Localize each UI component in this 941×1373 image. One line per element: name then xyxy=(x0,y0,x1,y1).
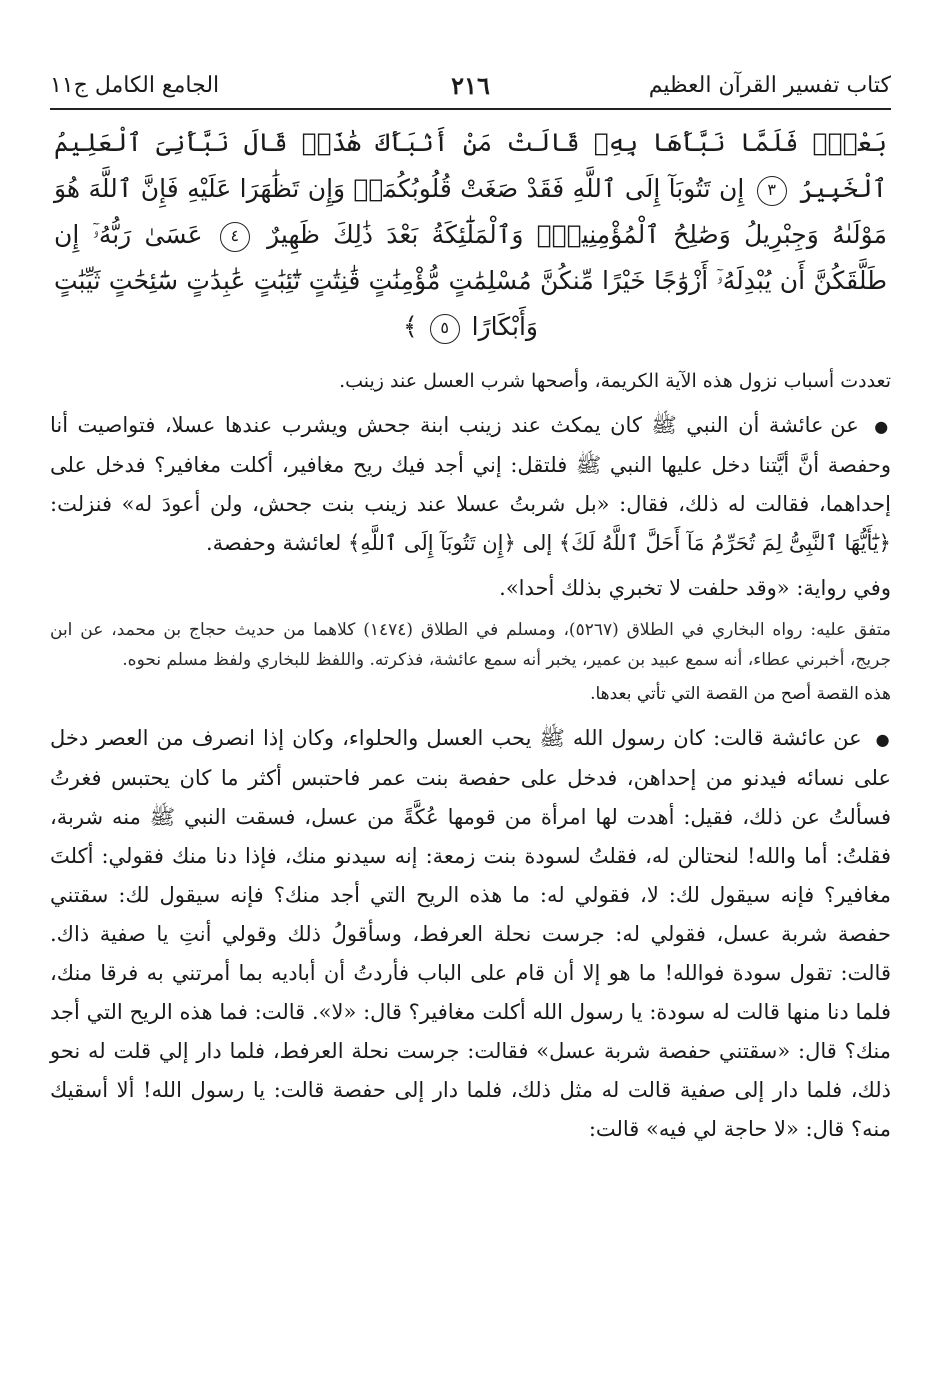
hadith-text-2: عن عائشة قالت: كان رسول الله ﷺ يحب العسل والحلواء، وكان إذا انصرف من العصر دخل على نسائه فيدنو من إحداهن، فدخل على حفصة بنت عمر فاحتبس أكثر ما كان يحتبس فغرتُ فسألتُ عن ذلك، فقيل: أهدت لها امرأة من قومها عُكَّةً من عسل، فسقت النبي ﷺ منه شربة، فقلتُ: أما والله! لنحتالن له، فقلتُ لسودة بنت زمعة: إنه سيدنو منك، فإذا دنا منك فقولي: أكلتَ مغافير؟ فإنه سيقول لك: لا، فقولي له: ما هذه الريح التي أجد منك؟ فإنه سيقول لك: سقتني حفصة شربة عسل، فقولي له: جرست نحلة العرفط، وسأقولُ ذلك وقولي أنتِ يا صفية ذاك. قالت: تقول سودة فوالله! ما هو إلا أن قام على الباب فأردتُ أن أباديه بما أمرتني به فرقا منك، فلما دنا منها قالت له سودة: يا رسول الله أكلت مغافير؟ قال: «لا». قالت: فما هذه الريح التي أجد منك؟ قال: «سقتني حفصة شربة عسل» فقالت: جرست نحلة العرفط، فلما دار إلي قلت له نحو ذلك، فلما دار إلى صفية قالت له مثل ذلك، فلما دار إلى حفصة قالت: يا رسول الله! ألا أسقيك منه؟ قال: «لا حاجة لي فيه» قالت: xyxy=(50,726,891,1141)
bullet-icon: ● xyxy=(874,417,891,436)
hadith-text-1: عن عائشة أن النبي ﷺ كان يمكث عند زينب ابنة جحش ويشرب عندها عسلا، فتواصيت أنا وحفصة أنَّ أيَّتنا دخل عليها النبي ﷺ فلتقل: إني أجد فيك ريح مغافير، أكلت مغافير؟ فدخل على إحداهما، فقالت له ذلك، فقال: «بل شربتُ عسلا عند زينب بنت جحش، ولن أعودَ له» فنزلت: ﴿يَٰٓأَيُّهَا ٱلنَّبِىُّ لِمَ تُحَرِّمُ مَآ أَحَلَّ ٱللَّهُ لَكَ﴾ إلى ﴿إِن تَتُوبَآ إِلَى ٱللَّهِ﴾ لعائشة وحفصة. xyxy=(50,413,891,555)
book-title: كتاب تفسير القرآن العظيم xyxy=(648,72,891,98)
page-number: ٢١٦ xyxy=(451,70,490,100)
hadith-paragraph-2 xyxy=(50,719,891,1149)
ayah-number-4: ٤ xyxy=(220,222,250,252)
hadith-paragraph-1 xyxy=(50,406,891,563)
ayah-number-5: ٥ xyxy=(430,314,460,344)
quran-verses xyxy=(50,120,891,350)
quran-text-part3: عَسَىٰ رَبُّهُۥٓ إِن طَلَّقَكُنَّ أَن يُبْدِلَهُۥٓ أَزْوَٰجًا خَيْرًا مِّنكُنَّ مُسْلِمَٰتٍ مُّؤْمِنَٰتٍ قَٰنِتَٰتٍ تَٰٓئِبَٰتٍ عَٰبِدَٰتٍ سَٰٓئِحَٰتٍ ثَيِّبَٰتٍ وَأَبْكَارًا xyxy=(54,220,887,341)
variant-narration: وفي رواية: «وقد حلفت لا تخبري بذلك أحدا». xyxy=(499,576,891,600)
quran-text-part2: إِن تَتُوبَآ إِلَى ٱللَّهِ فَقَدْ صَغَتْ قُلُوبُكُمَاۖ وَإِن تَظَٰهَرَا عَلَيْهِ فَإِنَّ ٱللَّهَ هُوَ مَوْلَىٰهُ وَجِبْرِيلُ وَصَٰلِحُ ٱلْمُؤْمِنِينَۖ وَٱلْمَلَٰٓئِكَةُ بَعْدَ ذَٰلِكَ ظَهِيرٌ xyxy=(54,174,887,249)
takhrij-paragraph: متفق عليه: رواه البخاري في الطلاق (٥٢٦٧)، ومسلم في الطلاق (١٤٧٤) كلاهما من حديث حجاج بن محمد، عن ابن جريج، أخبرني عطاء، أنه سمع عبيد بن عمير، يخبر أنه سمع عائشة، فذكرته. واللفظ للبخاري ولفظ مسلم نحوه. xyxy=(50,620,891,670)
bullet-icon: ● xyxy=(875,730,891,749)
intro-paragraph: تعددت أسباب نزول هذه الآية الكريمة، وأصحها شرب العسل عند زينب. xyxy=(339,370,891,392)
authenticity-note: هذه القصة أصح من القصة التي تأتي بعدها. xyxy=(590,684,891,704)
volume-title: الجامع الكامل ج١١ xyxy=(49,72,220,98)
page-header xyxy=(50,62,891,110)
quran-text-part1: بَعْضٍۖ فَلَمَّا نَبَّأَهَا بِهِۦ قَالَتْ مَنْ أَنۢبَأَكَ هَٰذَاۖ قَالَ نَبَّأَنِىَ ٱلْعَلِيمُ ٱلْخَبِيرُ xyxy=(54,128,887,203)
quran-closing-bracket: ﴾ xyxy=(403,312,418,341)
book-page xyxy=(50,62,891,1353)
ayah-number-3: ٣ xyxy=(757,176,787,206)
